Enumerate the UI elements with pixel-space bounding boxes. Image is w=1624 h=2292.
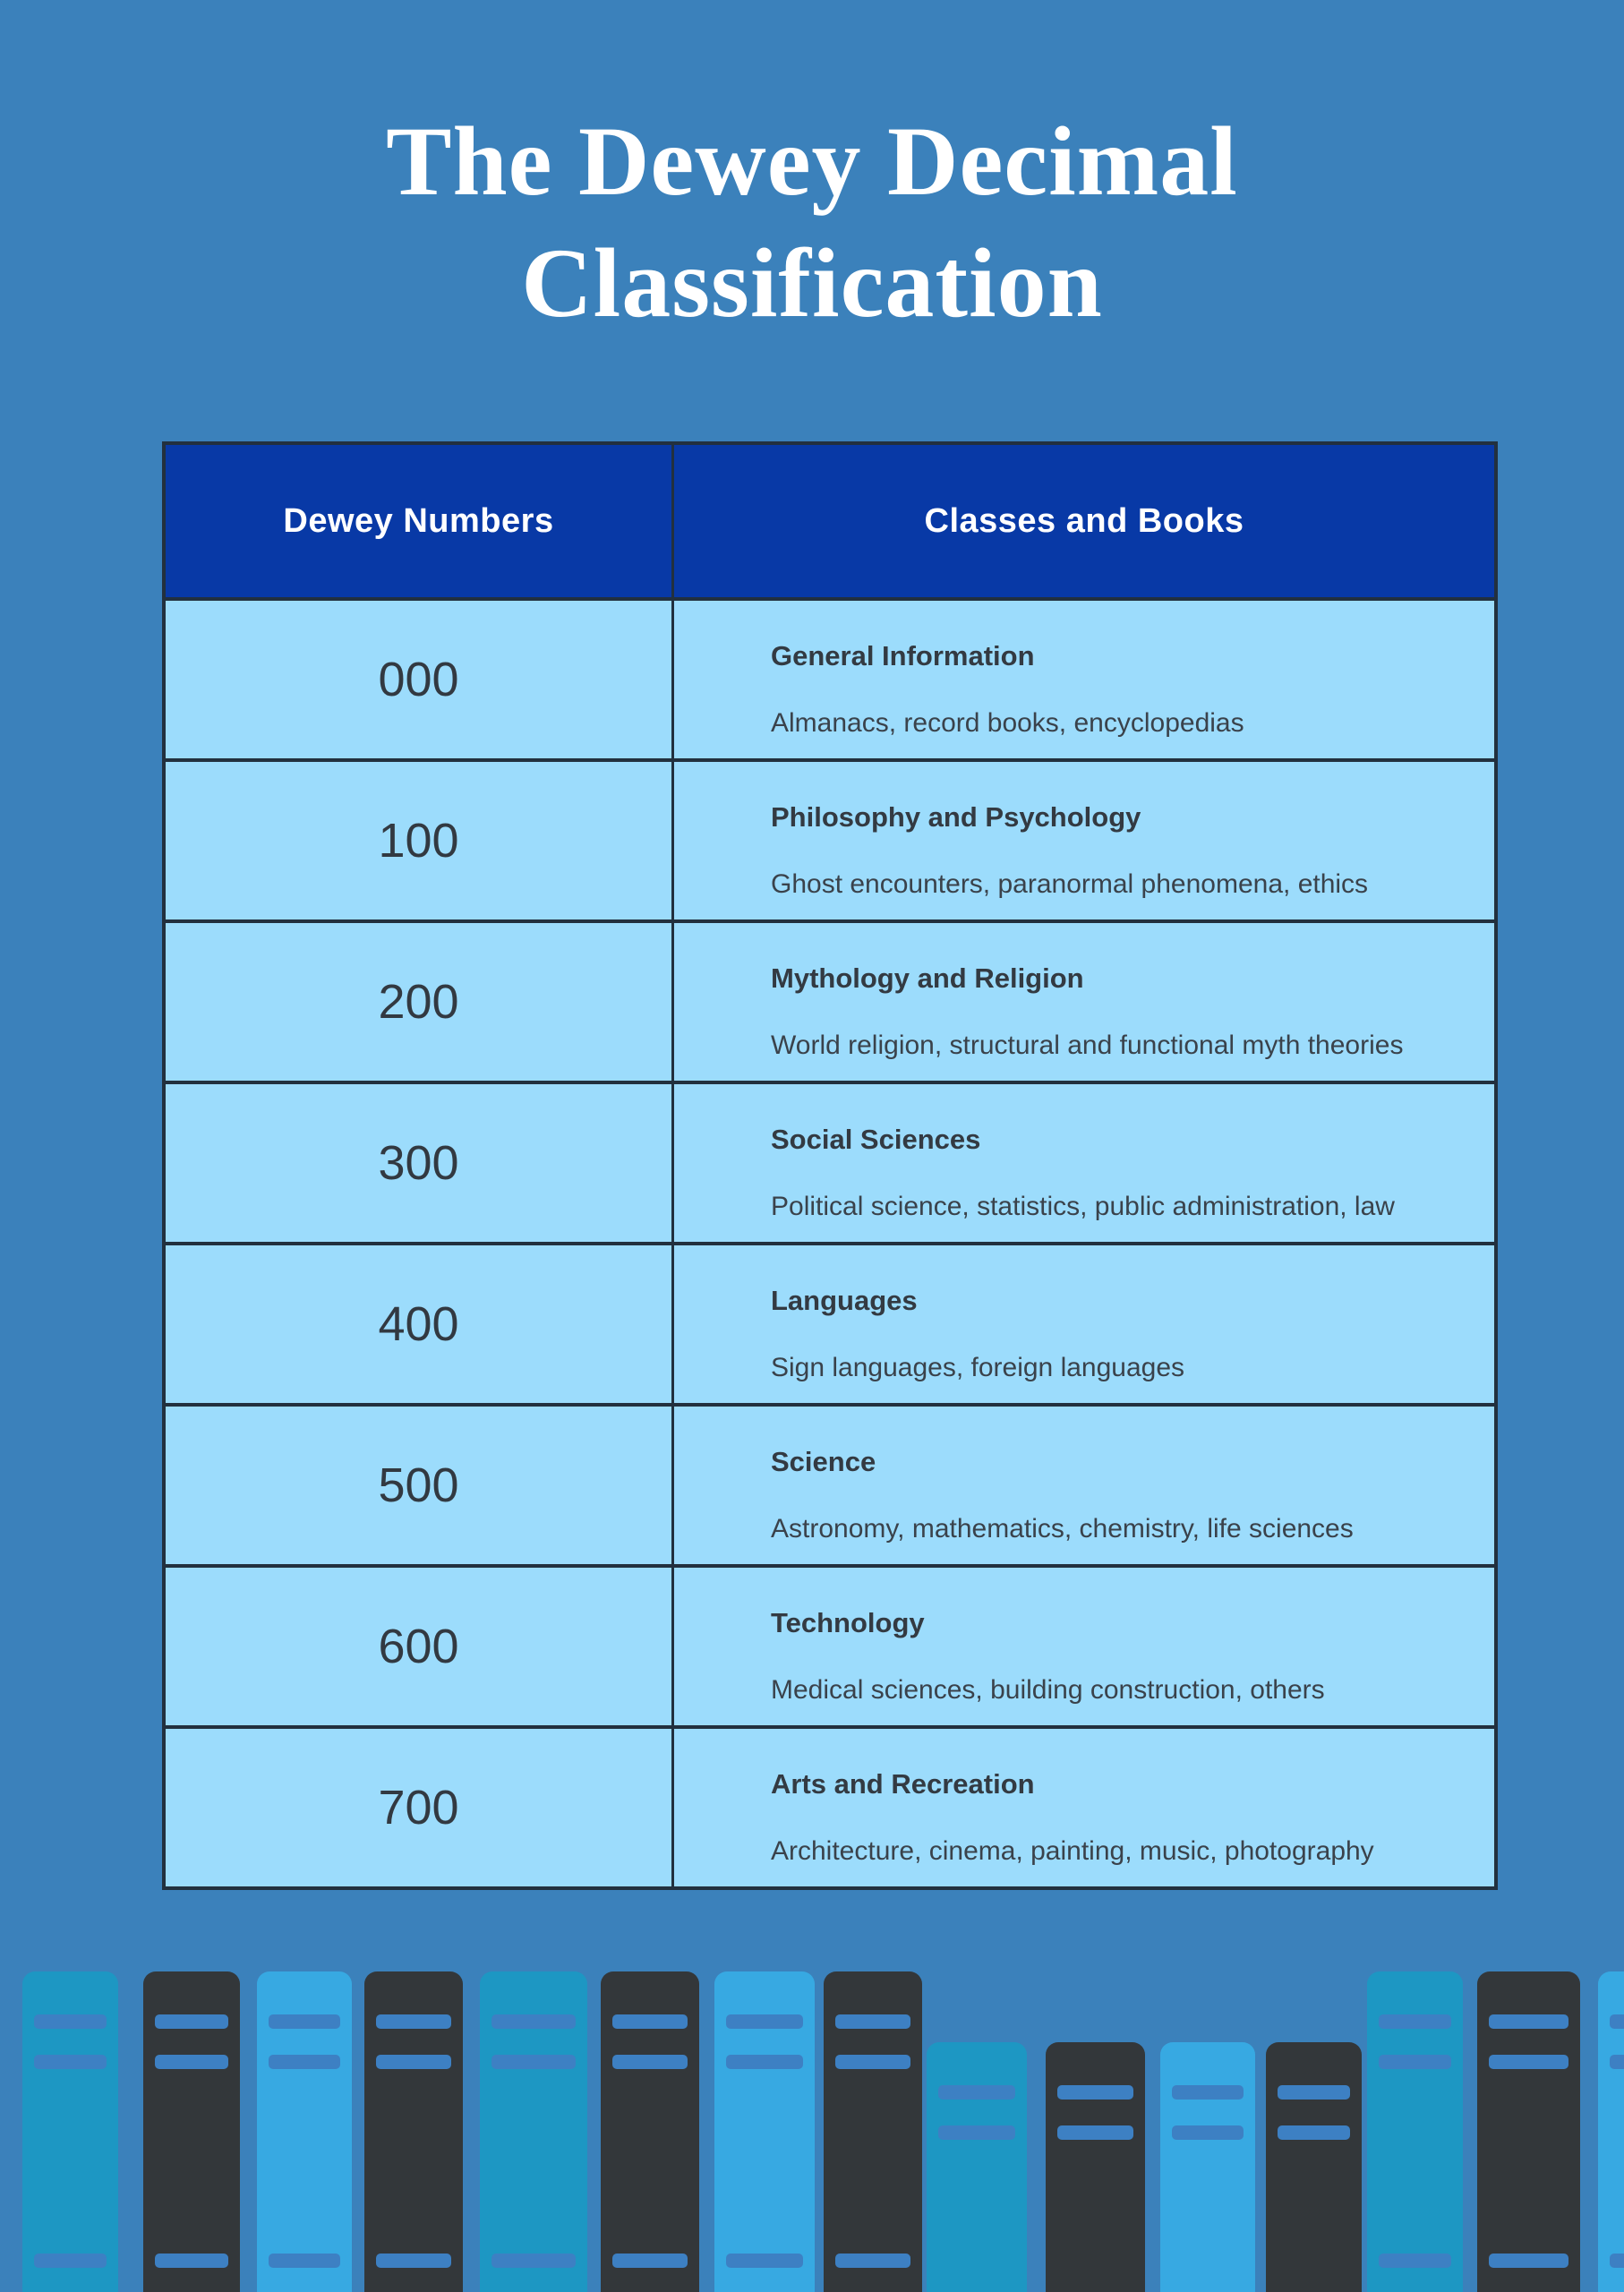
book-stripe (1379, 2014, 1451, 2029)
table-row (166, 1564, 1494, 1725)
dewey-number: 600 (166, 1568, 674, 1725)
class-cell (674, 1245, 1494, 1403)
class-cell (674, 601, 1494, 758)
book-spine (22, 1971, 118, 2292)
book-stripe (1379, 2254, 1451, 2268)
class-title: Science (771, 1446, 876, 1477)
book-stripe (938, 2125, 1015, 2140)
book-stripe (34, 2254, 107, 2268)
table-row (166, 919, 1494, 1081)
class-cell (674, 1568, 1494, 1725)
book-stripe (1489, 2055, 1568, 2069)
class-examples: Political science, statistics, public administration, law (771, 1191, 1395, 1221)
book-spine (1266, 2042, 1362, 2292)
book-spine (1598, 1971, 1624, 2292)
book-spine (1046, 2042, 1145, 2292)
book-stripe (1489, 2014, 1568, 2029)
book-stripe (155, 2014, 228, 2029)
book-stripe (376, 2254, 451, 2268)
book-stripe (491, 2014, 576, 2029)
dewey-table (162, 441, 1498, 1890)
book-stripe (1278, 2125, 1350, 2140)
class-cell (674, 1407, 1494, 1564)
book-stripe (34, 2055, 107, 2069)
class-title: Arts and Recreation (771, 1768, 1035, 1800)
book-stripe (491, 2055, 576, 2069)
book-spine (480, 1971, 587, 2292)
book-stripe (1379, 2055, 1451, 2069)
table-row (166, 1242, 1494, 1403)
book-stripe (376, 2014, 451, 2029)
book-stripe (726, 2055, 803, 2069)
dewey-number: 300 (166, 1084, 674, 1242)
table-row (166, 1081, 1494, 1242)
page-title-line2: Classification (521, 228, 1103, 338)
class-examples: Medical sciences, building construction, others (771, 1674, 1325, 1705)
book-spine (927, 2042, 1027, 2292)
book-stripe (269, 2055, 340, 2069)
book-spine (257, 1971, 352, 2292)
book-stripe (1172, 2125, 1244, 2140)
book-stripe (938, 2085, 1015, 2100)
book-stripe (376, 2055, 451, 2069)
dewey-number: 500 (166, 1407, 674, 1564)
header-cell-classes-and-books: Classes and Books (924, 501, 1244, 540)
book-stripe (155, 2055, 228, 2069)
book-stripe (726, 2254, 803, 2268)
class-title: Technology (771, 1607, 925, 1638)
class-examples: Almanacs, record books, encyclopedias (771, 707, 1244, 738)
class-cell (674, 762, 1494, 919)
class-title: Mythology and Religion (771, 962, 1084, 994)
book-stripe (726, 2014, 803, 2029)
book-spine (824, 1971, 922, 2292)
book-spine (601, 1971, 699, 2292)
class-cell (674, 923, 1494, 1081)
dewey-number: 400 (166, 1245, 674, 1403)
class-examples: Astronomy, mathematics, chemistry, life sciences (771, 1513, 1354, 1544)
book-stripe (269, 2254, 340, 2268)
class-examples: Ghost encounters, paranormal phenomena, ethics (771, 868, 1369, 899)
book-stripe (269, 2014, 340, 2029)
book-stripe (1610, 2014, 1624, 2029)
book-stripe (491, 2254, 576, 2268)
class-title: Philosophy and Psychology (771, 801, 1141, 833)
class-title: Languages (771, 1285, 918, 1316)
book-stripe (835, 2014, 910, 2029)
class-title: General Information (771, 640, 1035, 671)
table-row (166, 1403, 1494, 1564)
dewey-number: 200 (166, 923, 674, 1081)
book-stripe (155, 2254, 228, 2268)
table-row (166, 597, 1494, 758)
bookshelf (0, 1970, 1624, 2292)
book-stripe (34, 2014, 107, 2029)
page-title (0, 100, 1624, 345)
book-stripe (1278, 2085, 1350, 2100)
book-stripe (1610, 2254, 1624, 2268)
page-title-line1: The Dewey Decimal (386, 107, 1238, 216)
book-stripe (612, 2014, 688, 2029)
book-stripe (612, 2254, 688, 2268)
table-header (166, 445, 1494, 597)
class-examples: World religion, structural and functional myth theories (771, 1030, 1404, 1060)
class-cell (674, 1729, 1494, 1886)
book-spine (1367, 1971, 1463, 2292)
book-stripe (835, 2055, 910, 2069)
book-spine (714, 1971, 815, 2292)
header-cell-dewey-numbers: Dewey Numbers (166, 445, 674, 597)
class-title: Social Sciences (771, 1124, 981, 1155)
book-spine (143, 1971, 240, 2292)
book-spine (1477, 1971, 1580, 2292)
dewey-number: 700 (166, 1729, 674, 1886)
book-stripe (1489, 2254, 1568, 2268)
class-examples: Architecture, cinema, painting, music, photography (771, 1835, 1374, 1866)
class-cell (674, 1084, 1494, 1242)
table-row (166, 1725, 1494, 1886)
book-stripe (1172, 2085, 1244, 2100)
book-stripe (835, 2254, 910, 2268)
book-stripe (1610, 2055, 1624, 2069)
book-stripe (1057, 2125, 1133, 2140)
class-examples: Sign languages, foreign languages (771, 1352, 1185, 1382)
book-spine (364, 1971, 463, 2292)
book-spine (1160, 2042, 1255, 2292)
book-stripe (612, 2055, 688, 2069)
book-stripe (1057, 2085, 1133, 2100)
dewey-number: 100 (166, 762, 674, 919)
dewey-number: 000 (166, 601, 674, 758)
table-row (166, 758, 1494, 919)
